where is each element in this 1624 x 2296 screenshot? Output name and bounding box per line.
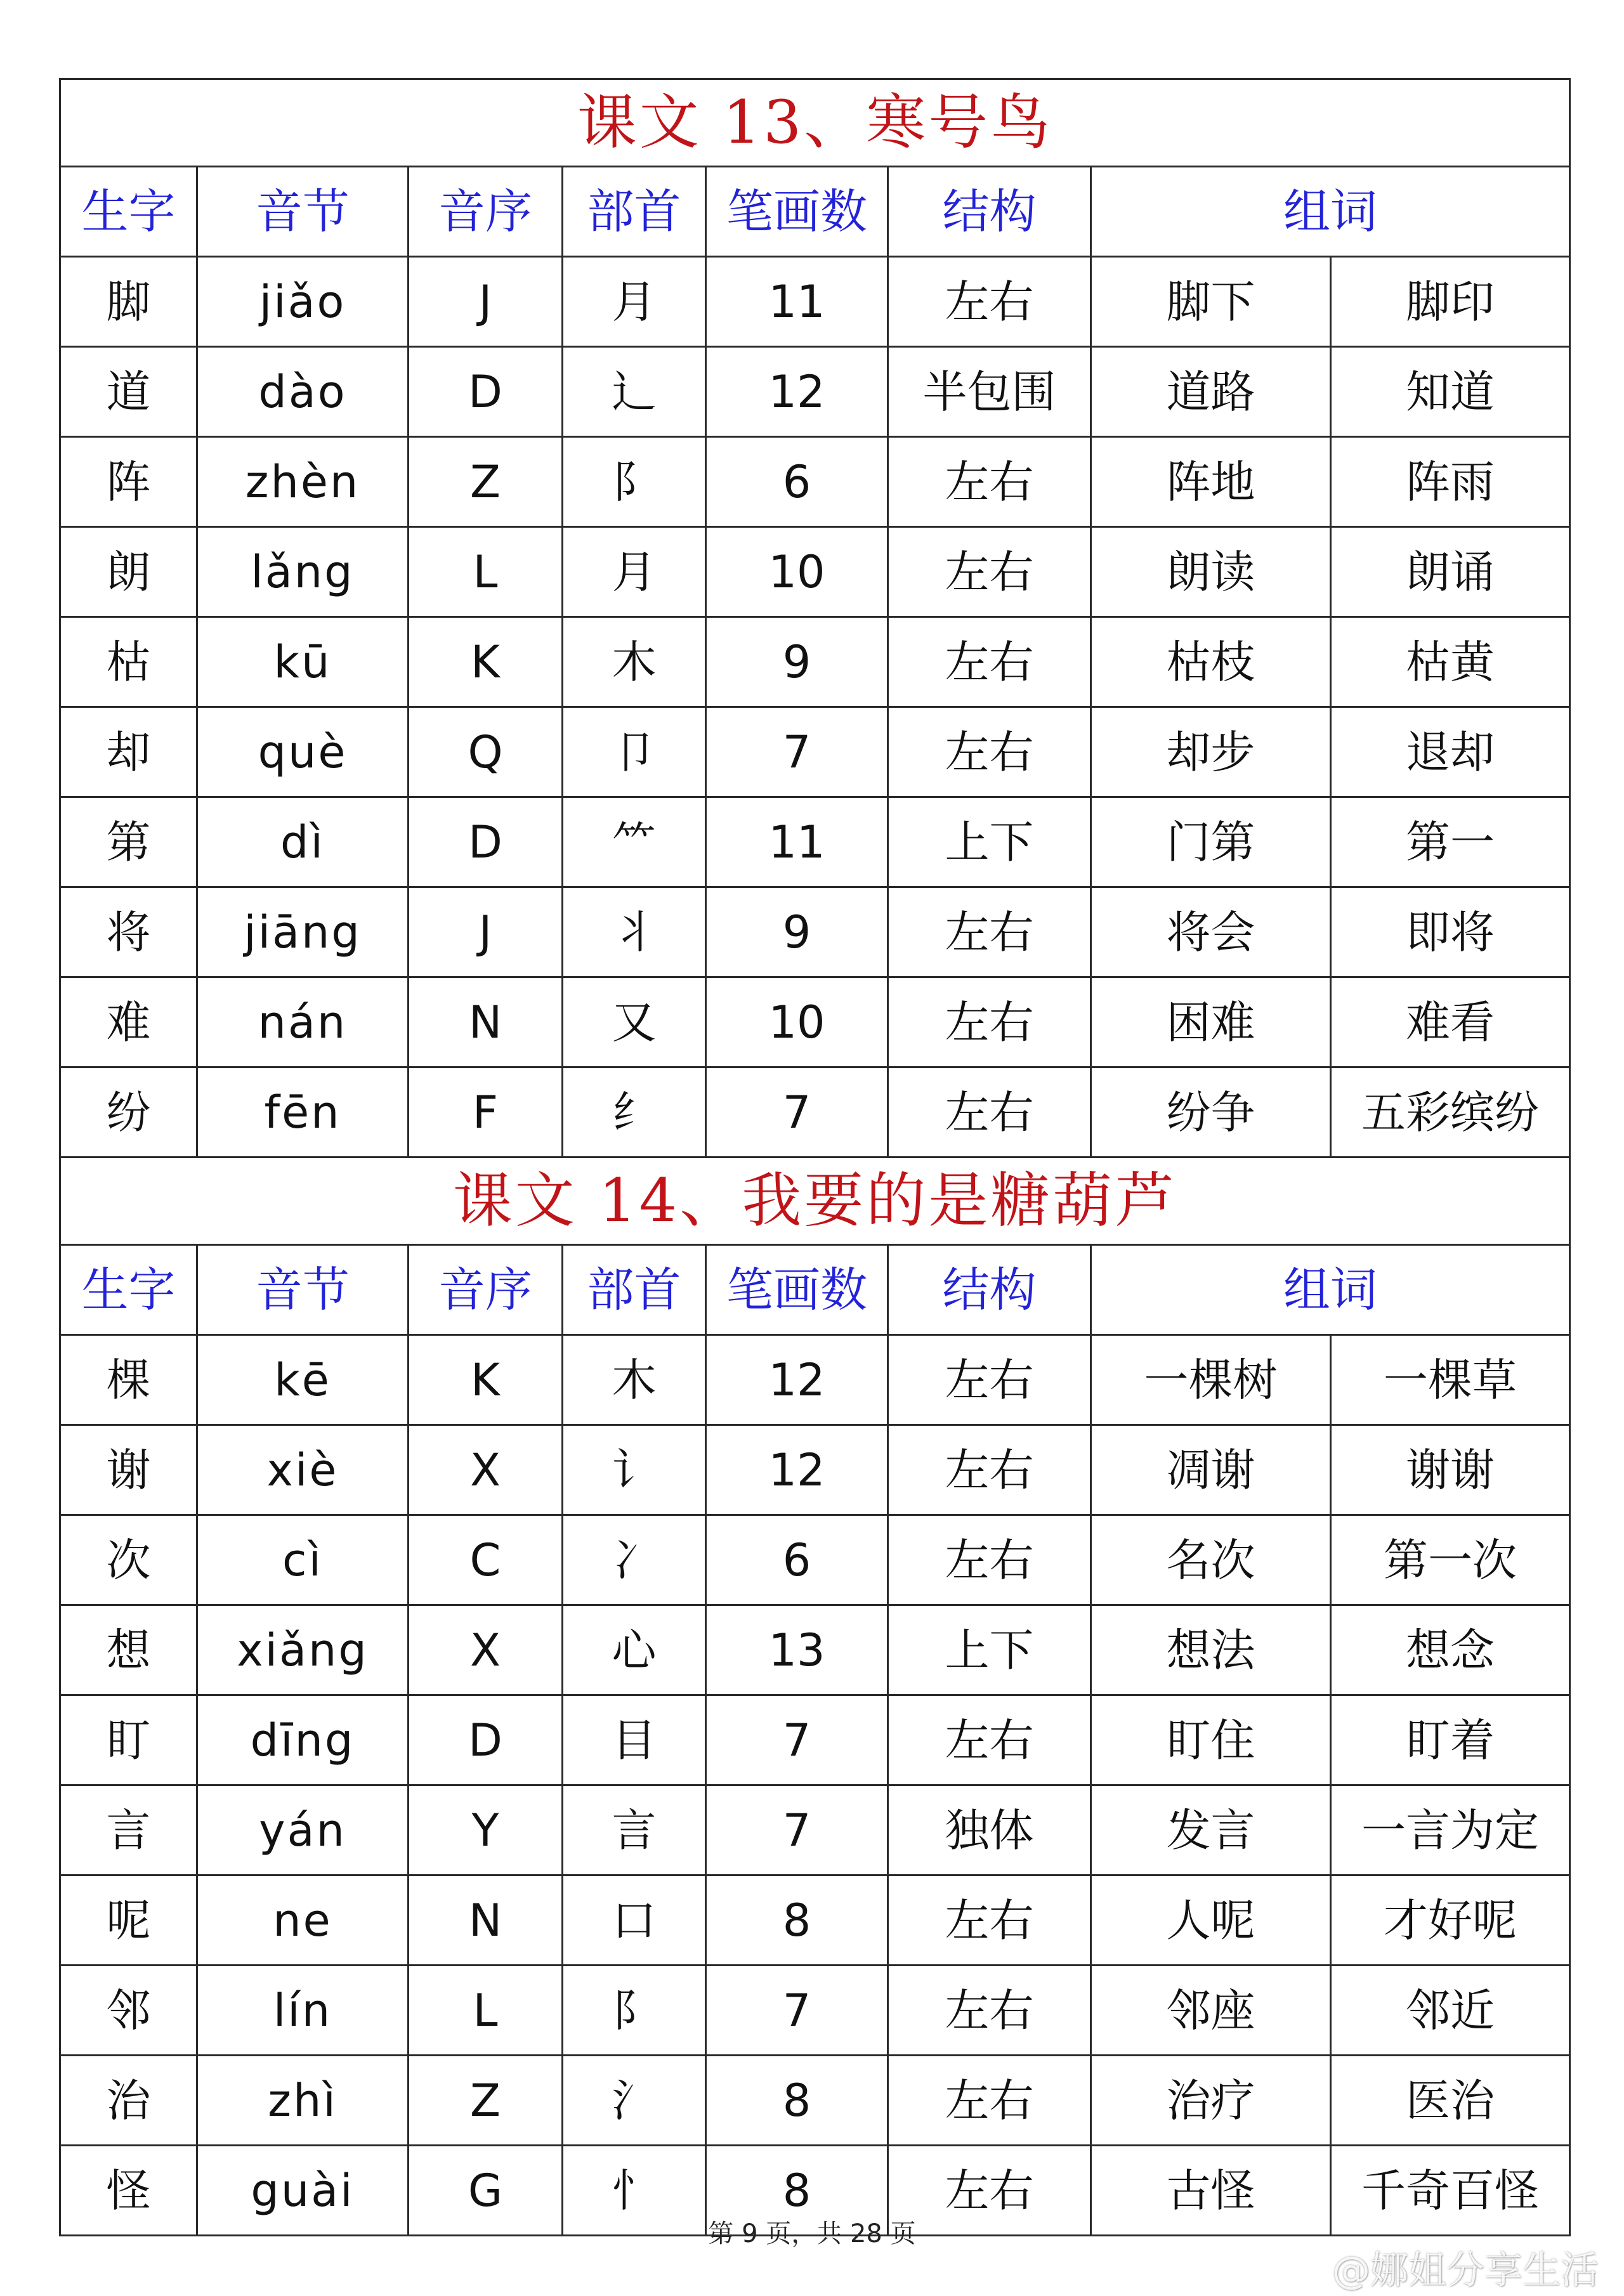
header-char: 生字	[60, 1245, 197, 1335]
cell-radical: 辶	[563, 347, 706, 437]
cell-word: 道路	[1091, 347, 1331, 437]
cell-strokes: 7	[706, 1966, 888, 2056]
cell-structure: 左右	[888, 1335, 1091, 1425]
cell-word: 盯着	[1331, 1695, 1570, 1785]
cell-strokes: 12	[706, 1425, 888, 1515]
cell-word: 却步	[1091, 707, 1331, 797]
cell-pinyin: nán	[197, 977, 409, 1067]
cell-pinyin: lín	[197, 1966, 409, 2056]
cell-word: 谢谢	[1331, 1425, 1570, 1515]
cell-pinyin: yán	[197, 1785, 409, 1875]
cell-char: 怪	[60, 2146, 197, 2236]
table-row	[60, 1875, 1570, 1966]
cell-radical: 又	[563, 977, 706, 1067]
cell-radical: 讠	[563, 1425, 706, 1515]
table-row	[60, 977, 1570, 1067]
cell-char: 阵	[60, 437, 197, 527]
cell-radical: 氵	[563, 2056, 706, 2146]
cell-radical: 忄	[563, 2146, 706, 2236]
cell-char: 朗	[60, 527, 197, 617]
cell-structure: 左右	[888, 2146, 1091, 2236]
cell-word: 想法	[1091, 1605, 1331, 1695]
cell-radical: 丬	[563, 887, 706, 977]
cell-letter: L	[409, 1966, 563, 2056]
cell-char: 呢	[60, 1875, 197, 1966]
cell-pinyin: dào	[197, 347, 409, 437]
cell-char: 第	[60, 797, 197, 887]
cell-word: 困难	[1091, 977, 1331, 1067]
cell-strokes: 6	[706, 437, 888, 527]
cell-letter: Z	[409, 437, 563, 527]
cell-strokes: 7	[706, 707, 888, 797]
table-row	[60, 1425, 1570, 1515]
cell-word: 想念	[1331, 1605, 1570, 1695]
cell-structure: 左右	[888, 437, 1091, 527]
section-title: 课文 14、我要的是糖葫芦	[60, 1158, 1570, 1245]
cell-radical: 阝	[563, 1966, 706, 2056]
cell-word: 第一次	[1331, 1515, 1570, 1605]
cell-pinyin: guài	[197, 2146, 409, 2236]
cell-strokes: 12	[706, 347, 888, 437]
cell-strokes: 10	[706, 527, 888, 617]
cell-strokes: 12	[706, 1335, 888, 1425]
header-radical: 部首	[563, 167, 706, 257]
cell-word: 邻座	[1091, 1966, 1331, 2056]
cell-pinyin: dì	[197, 797, 409, 887]
cell-word: 凋谢	[1091, 1425, 1331, 1515]
section-title-row	[60, 79, 1570, 167]
cell-word: 枯黄	[1331, 617, 1570, 707]
cell-char: 言	[60, 1785, 197, 1875]
cell-strokes: 8	[706, 2056, 888, 2146]
cell-structure: 左右	[888, 1695, 1091, 1785]
watermark: @娜姐分享生活	[1332, 2248, 1599, 2293]
cell-word: 难看	[1331, 977, 1570, 1067]
cell-word: 阵地	[1091, 437, 1331, 527]
cell-pinyin: xiǎng	[197, 1605, 409, 1695]
cell-word: 五彩缤纷	[1331, 1067, 1570, 1158]
cell-word: 门第	[1091, 797, 1331, 887]
cell-structure: 左右	[888, 527, 1091, 617]
cell-char: 纷	[60, 1067, 197, 1158]
cell-word: 朗诵	[1331, 527, 1570, 617]
cell-letter: F	[409, 1067, 563, 1158]
cell-strokes: 11	[706, 797, 888, 887]
header-structure: 结构	[888, 167, 1091, 257]
cell-structure: 左右	[888, 1067, 1091, 1158]
table-row	[60, 2056, 1570, 2146]
cell-char: 脚	[60, 257, 197, 347]
cell-strokes: 11	[706, 257, 888, 347]
table-row	[60, 797, 1570, 887]
cell-word: 一棵草	[1331, 1335, 1570, 1425]
cell-radical: 冫	[563, 1515, 706, 1605]
cell-pinyin: kū	[197, 617, 409, 707]
cell-word: 将会	[1091, 887, 1331, 977]
cell-radical: 纟	[563, 1067, 706, 1158]
cell-word: 脚印	[1331, 257, 1570, 347]
cell-letter: Y	[409, 1785, 563, 1875]
cell-strokes: 7	[706, 1695, 888, 1785]
cell-letter: K	[409, 617, 563, 707]
cell-radical: 口	[563, 1875, 706, 1966]
header-pinyin: 音节	[197, 1245, 409, 1335]
cell-letter: D	[409, 1695, 563, 1785]
cell-pinyin: lǎng	[197, 527, 409, 617]
cell-structure: 左右	[888, 257, 1091, 347]
cell-word: 治疗	[1091, 2056, 1331, 2146]
cell-char: 难	[60, 977, 197, 1067]
cell-pinyin: què	[197, 707, 409, 797]
cell-strokes: 7	[706, 1785, 888, 1875]
cell-char: 谢	[60, 1425, 197, 1515]
table-row	[60, 1067, 1570, 1158]
table-body	[60, 79, 1570, 2236]
cell-word: 古怪	[1091, 2146, 1331, 2236]
cell-strokes: 8	[706, 2146, 888, 2236]
cell-structure: 左右	[888, 1875, 1091, 1966]
table-row	[60, 1515, 1570, 1605]
header-words: 组词	[1091, 1245, 1570, 1335]
cell-word: 一棵树	[1091, 1335, 1331, 1425]
cell-strokes: 7	[706, 1067, 888, 1158]
cell-strokes: 9	[706, 617, 888, 707]
cell-word: 一言为定	[1331, 1785, 1570, 1875]
cell-pinyin: xiè	[197, 1425, 409, 1515]
cell-radical: 心	[563, 1605, 706, 1695]
cell-letter: K	[409, 1335, 563, 1425]
cell-radical: 阝	[563, 437, 706, 527]
cell-word: 脚下	[1091, 257, 1331, 347]
header-letter: 音序	[409, 167, 563, 257]
cell-word: 人呢	[1091, 1875, 1331, 1966]
cell-pinyin: jiāng	[197, 887, 409, 977]
table-row	[60, 1785, 1570, 1875]
cell-strokes: 13	[706, 1605, 888, 1695]
cell-char: 邻	[60, 1966, 197, 2056]
cell-char: 想	[60, 1605, 197, 1695]
cell-letter: D	[409, 797, 563, 887]
page-footer: 第 9 页，共 28 页	[708, 2219, 916, 2248]
cell-structure: 左右	[888, 1515, 1091, 1605]
cell-word: 医治	[1331, 2056, 1570, 2146]
cell-char: 将	[60, 887, 197, 977]
cell-word: 即将	[1331, 887, 1570, 977]
cell-pinyin: zhèn	[197, 437, 409, 527]
cell-radical: 木	[563, 1335, 706, 1425]
cell-word: 发言	[1091, 1785, 1331, 1875]
cell-pinyin: jiǎo	[197, 257, 409, 347]
table-row	[60, 527, 1570, 617]
cell-structure: 左右	[888, 1966, 1091, 2056]
cell-pinyin: dīng	[197, 1695, 409, 1785]
cell-radical: 月	[563, 257, 706, 347]
table-row	[60, 617, 1570, 707]
cell-structure: 左右	[888, 617, 1091, 707]
cell-structure: 左右	[888, 977, 1091, 1067]
header-row	[60, 167, 1570, 257]
cell-pinyin: zhì	[197, 2056, 409, 2146]
table-row	[60, 347, 1570, 437]
cell-word: 邻近	[1331, 1966, 1570, 2056]
table-row	[60, 257, 1570, 347]
cell-letter: Q	[409, 707, 563, 797]
cell-word: 枯枝	[1091, 617, 1331, 707]
cell-structure: 半包围	[888, 347, 1091, 437]
cell-word: 盯住	[1091, 1695, 1331, 1785]
cell-letter: X	[409, 1425, 563, 1515]
table-row	[60, 887, 1570, 977]
cell-char: 棵	[60, 1335, 197, 1425]
cell-radical: 卩	[563, 707, 706, 797]
cell-word: 才好呢	[1331, 1875, 1570, 1966]
cell-pinyin: cì	[197, 1515, 409, 1605]
cell-strokes: 10	[706, 977, 888, 1067]
header-char: 生字	[60, 167, 197, 257]
cell-char: 治	[60, 2056, 197, 2146]
section-title: 课文 13、寒号鸟	[60, 79, 1570, 167]
cell-structure: 独体	[888, 1785, 1091, 1875]
vocabulary-table	[59, 78, 1571, 2236]
cell-word: 第一	[1331, 797, 1570, 887]
section-title-row	[60, 1158, 1570, 1245]
cell-structure: 左右	[888, 707, 1091, 797]
table-row	[60, 1966, 1570, 2056]
header-strokes: 笔画数	[706, 1245, 888, 1335]
table-row	[60, 1605, 1570, 1695]
header-row	[60, 1245, 1570, 1335]
cell-letter: J	[409, 887, 563, 977]
cell-char: 枯	[60, 617, 197, 707]
cell-radical: 月	[563, 527, 706, 617]
table-row	[60, 437, 1570, 527]
cell-letter: L	[409, 527, 563, 617]
header-radical: 部首	[563, 1245, 706, 1335]
cell-word: 知道	[1331, 347, 1570, 437]
cell-strokes: 8	[706, 1875, 888, 1966]
cell-radical: ⺮	[563, 797, 706, 887]
cell-char: 道	[60, 347, 197, 437]
header-words: 组词	[1091, 167, 1570, 257]
table-row	[60, 1695, 1570, 1785]
cell-char: 盯	[60, 1695, 197, 1785]
cell-letter: D	[409, 347, 563, 437]
header-pinyin: 音节	[197, 167, 409, 257]
cell-letter: X	[409, 1605, 563, 1695]
cell-radical: 木	[563, 617, 706, 707]
cell-structure: 左右	[888, 1425, 1091, 1515]
table-row	[60, 1335, 1570, 1425]
cell-word: 阵雨	[1331, 437, 1570, 527]
cell-structure: 上下	[888, 797, 1091, 887]
cell-letter: Z	[409, 2056, 563, 2146]
cell-strokes: 6	[706, 1515, 888, 1605]
cell-radical: 言	[563, 1785, 706, 1875]
cell-word: 名次	[1091, 1515, 1331, 1605]
cell-letter: C	[409, 1515, 563, 1605]
cell-pinyin: kē	[197, 1335, 409, 1425]
cell-word: 退却	[1331, 707, 1570, 797]
cell-word: 千奇百怪	[1331, 2146, 1570, 2236]
header-letter: 音序	[409, 1245, 563, 1335]
cell-pinyin: fēn	[197, 1067, 409, 1158]
cell-word: 纷争	[1091, 1067, 1331, 1158]
cell-pinyin: ne	[197, 1875, 409, 1966]
header-strokes: 笔画数	[706, 167, 888, 257]
cell-radical: 目	[563, 1695, 706, 1785]
cell-structure: 左右	[888, 2056, 1091, 2146]
cell-letter: N	[409, 1875, 563, 1966]
cell-word: 朗读	[1091, 527, 1331, 617]
cell-strokes: 9	[706, 887, 888, 977]
cell-letter: J	[409, 257, 563, 347]
table-row	[60, 707, 1570, 797]
cell-letter: G	[409, 2146, 563, 2236]
cell-char: 次	[60, 1515, 197, 1605]
cell-structure: 上下	[888, 1605, 1091, 1695]
cell-structure: 左右	[888, 887, 1091, 977]
header-structure: 结构	[888, 1245, 1091, 1335]
cell-letter: N	[409, 977, 563, 1067]
cell-char: 却	[60, 707, 197, 797]
